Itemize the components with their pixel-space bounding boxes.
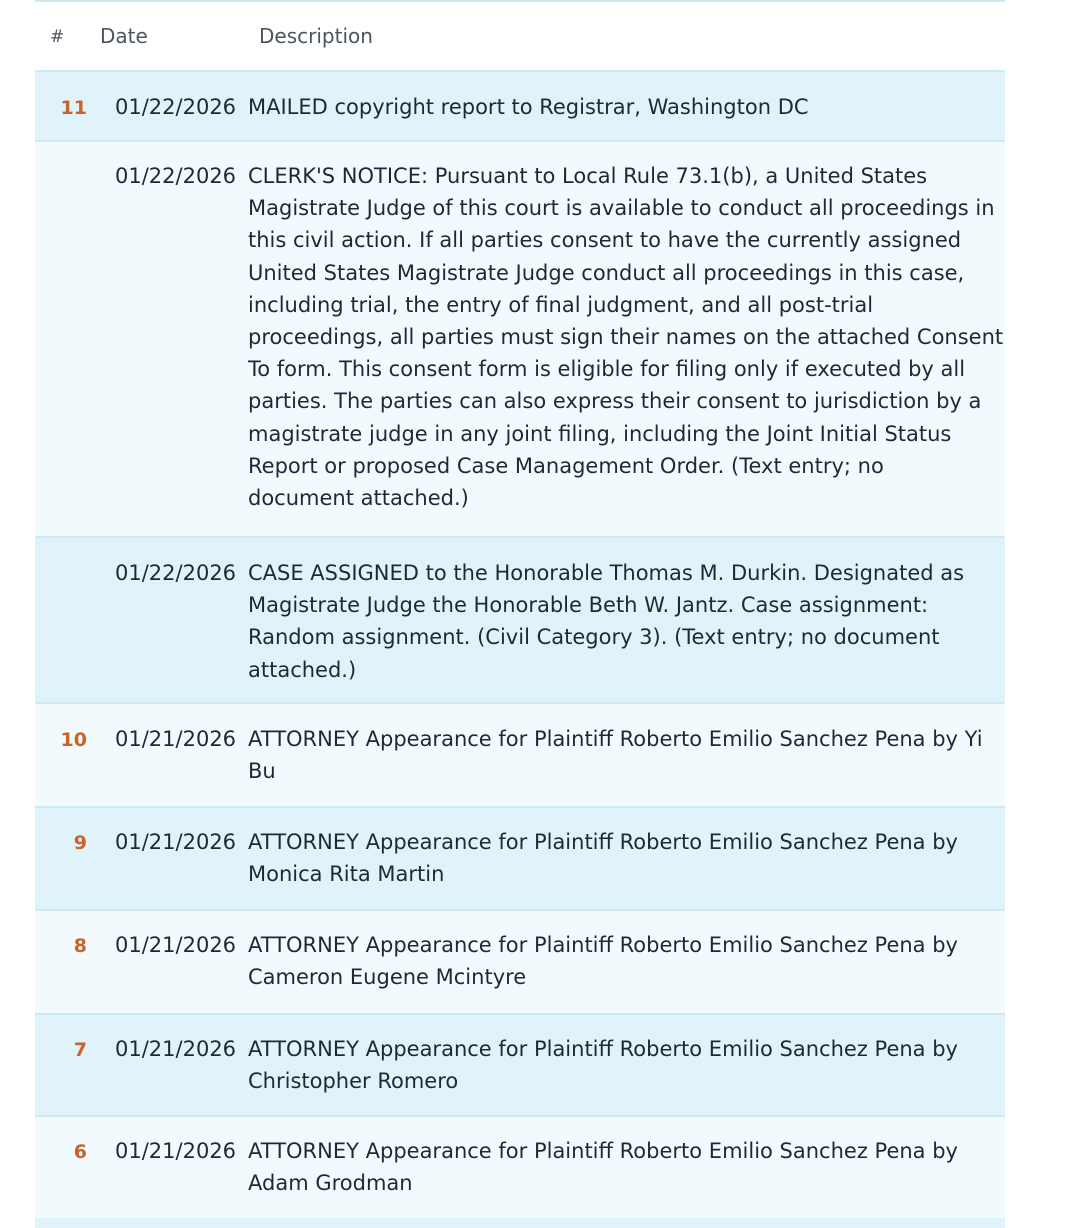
entry-description (248, 723, 993, 787)
description-line: MAILED copyright report to Registrar, Washington DC (248, 95, 809, 119)
description-line: Monica Rita Martin (248, 862, 445, 887)
description-line: Magistrate Judge the Honorable Beth W. Jantz. Case assignment: (248, 593, 929, 618)
entry-date: 01/21/2026 (115, 1139, 237, 1163)
description-line: parties. The parties can also express their consent to jurisdiction by a (248, 389, 982, 414)
entry-date: 01/22/2026 (115, 164, 237, 188)
entry-description (248, 826, 993, 890)
entry-description (248, 557, 993, 686)
entry-date: 01/21/2026 (115, 830, 237, 854)
entry-description (248, 91, 993, 123)
description-line: ATTORNEY Appearance for Plaintiff Roberto Emilio Sanchez Pena by Yi (248, 727, 983, 751)
description-line: attached.) (248, 657, 357, 682)
header-description: Description (259, 24, 373, 48)
description-line: magistrate judge in any joint filing, including the Joint Initial Status (248, 421, 952, 446)
entry-date: 01/22/2026 (115, 95, 237, 119)
description-line: proceedings, all parties must sign their names on the attached Consent (248, 325, 1004, 350)
entry-number: 10 (60, 729, 87, 751)
docket-entry-row (35, 1117, 1005, 1221)
entry-number: 7 (73, 1039, 87, 1061)
description-line: Christopher Romero (248, 1069, 459, 1094)
description-line: Random assignment. (Civil Category 3). (Text entry; no document (248, 625, 940, 650)
description-line: Magistrate Judge of this court is available to conduct all proceedings in (248, 196, 995, 221)
entry-date: 01/22/2026 (115, 561, 237, 585)
description-line: document attached.) (248, 486, 469, 511)
description-line: ATTORNEY Appearance for Plaintiff Roberto Emilio Sanchez Pena by (248, 933, 958, 957)
entry-date: 01/21/2026 (115, 933, 237, 957)
header-number: # (50, 27, 65, 47)
description-line: Bu (248, 759, 276, 784)
description-line: ATTORNEY Appearance for Plaintiff Roberto Emilio Sanchez Pena by (248, 1139, 958, 1163)
description-line: United States Magistrate Judge conduct all proceedings in this case, (248, 260, 965, 285)
docket-table (35, 70, 1005, 1221)
entry-number: 11 (60, 97, 87, 119)
description-line: To form. This consent form is eligible for filing only if executed by all (248, 357, 966, 382)
entry-description (248, 1033, 993, 1097)
next-row-edge (35, 1218, 1005, 1228)
docket-entry-row (35, 704, 1005, 808)
entry-number: 6 (73, 1141, 87, 1163)
docket-entry-row (35, 911, 1005, 1015)
entry-description (248, 1135, 993, 1199)
description-line: Report or proposed Case Management Order. (Text entry; no (248, 453, 884, 478)
description-line: CLERK'S NOTICE: Pursuant to Local Rule 73.1(b), a United States (248, 164, 928, 188)
entry-description (248, 160, 1004, 514)
entry-number: 9 (73, 832, 87, 854)
entry-date: 01/21/2026 (115, 727, 237, 751)
table-header (0, 2, 1080, 70)
docket-entry-row (35, 142, 1005, 538)
docket-entry-row (35, 538, 1005, 704)
docket-entry-row (35, 72, 1005, 142)
entry-description (248, 929, 993, 993)
docket-entry-row (35, 808, 1005, 911)
description-line: this civil action. If all parties consent to have the currently assigned (248, 228, 962, 253)
description-line: CASE ASSIGNED to the Honorable Thomas M. Durkin. Designated as (248, 561, 965, 585)
docket-entry-row (35, 1015, 1005, 1117)
description-line: Adam Grodman (248, 1171, 413, 1196)
entry-date: 01/21/2026 (115, 1037, 237, 1061)
description-line: Cameron Eugene Mcintyre (248, 965, 527, 990)
description-line: ATTORNEY Appearance for Plaintiff Roberto Emilio Sanchez Pena by (248, 830, 958, 854)
header-date: Date (100, 24, 148, 48)
description-line: including trial, the entry of final judgment, and all post-trial (248, 292, 874, 317)
description-line: ATTORNEY Appearance for Plaintiff Roberto Emilio Sanchez Pena by (248, 1037, 958, 1061)
entry-number: 8 (73, 935, 87, 957)
